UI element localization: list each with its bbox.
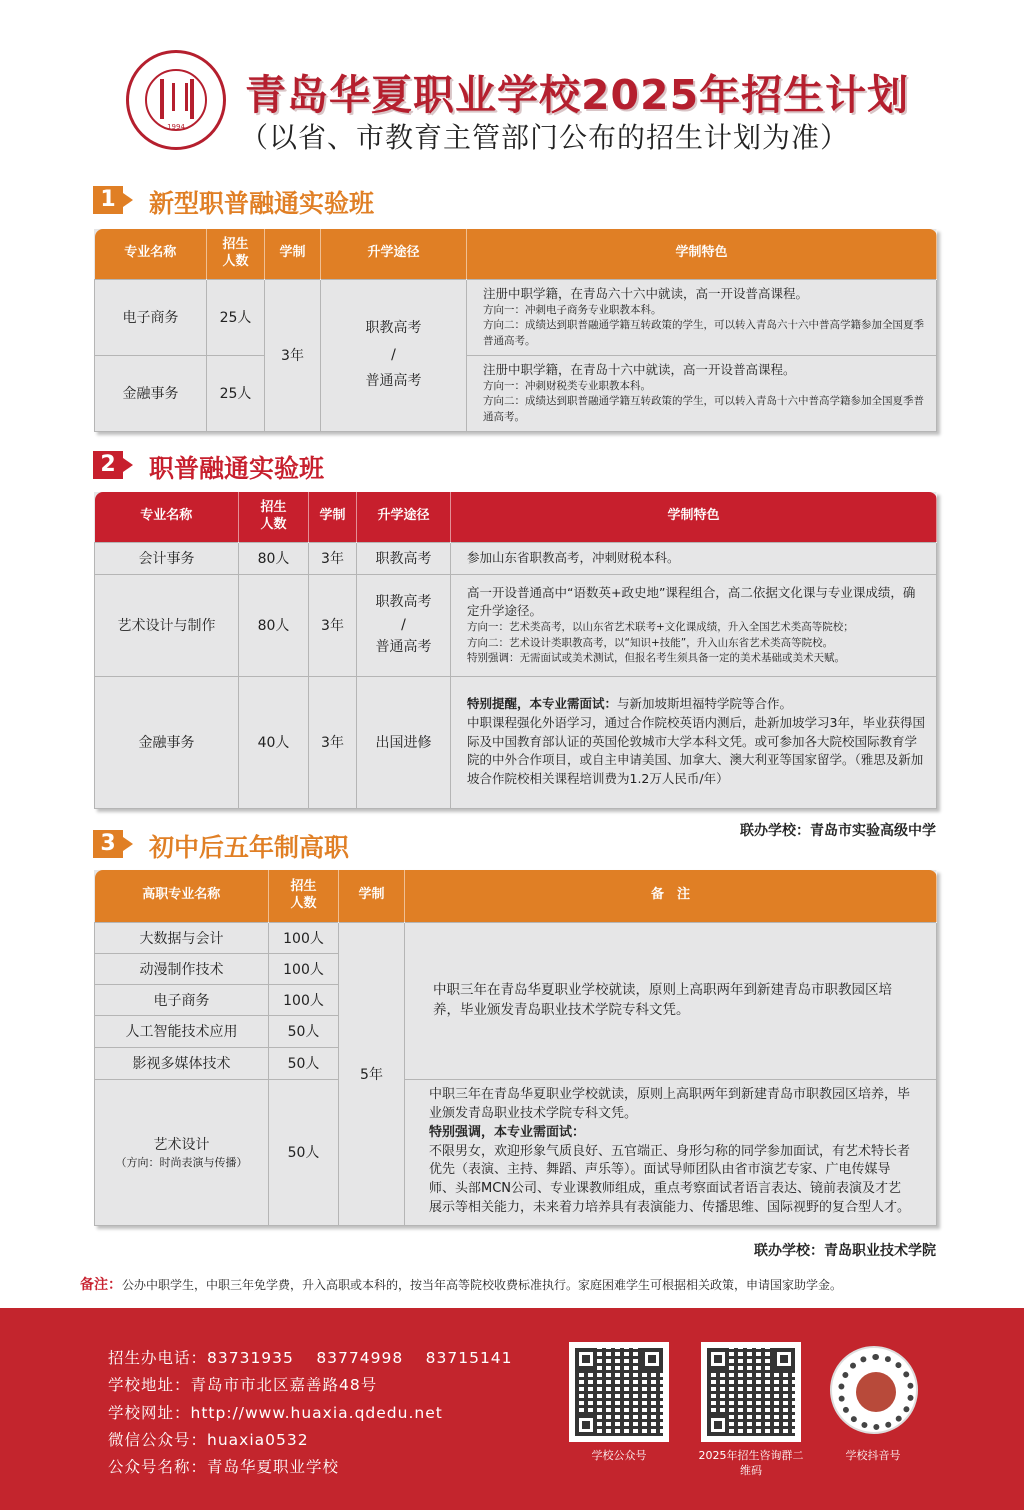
qr-caption: 学校抖音号: [845, 1449, 901, 1462]
qr-caption: 2025年招生咨询群二维码: [698, 1449, 804, 1478]
logo-year: 1994: [167, 123, 185, 131]
account-line: 公众号名称：青岛华夏职业学校: [108, 1458, 340, 1476]
table-row: [95, 574, 937, 676]
wechat-qr-code: [569, 1342, 669, 1442]
footer: [0, 1308, 1024, 1510]
remark-cell: [405, 1079, 937, 1225]
wechat-line: 微信公众号：huaxia0532: [108, 1431, 309, 1449]
remark-note: [80, 1274, 842, 1294]
table-section3: [94, 870, 937, 1226]
table-row: [95, 1079, 937, 1225]
feature-reminder: 特别提醒，本专业需面试：: [467, 696, 618, 712]
duration: 3年: [265, 279, 321, 431]
path-text: 出国进修: [357, 676, 451, 808]
remark-main: 中职三年在青岛华夏职业学校就读，原则上高职两年到新建青岛市职教园区培养，毕业颁发青岛职业技术学院专科文凭。: [429, 1087, 911, 1121]
remark-emphasis: 特别强调，本专业需面试：: [429, 1124, 586, 1140]
feature-direction: 方向一：冲刺财税类专业职教本科。: [483, 380, 651, 393]
feature-direction: 方向二：成绩达到职普融通学籍互转政策的学生，可以转入青岛十六中普高学籍参加全国夏季普通高考。: [483, 395, 924, 423]
table-row: [95, 542, 937, 574]
section-number: 1: [93, 186, 123, 214]
col-header: 学制: [309, 492, 357, 542]
feature-cell: [467, 355, 937, 431]
major-name: 动漫制作技术: [95, 953, 269, 984]
enroll-count: 50人: [269, 1079, 339, 1225]
feature-direction: 方向二：成绩达到职普融通学籍互转政策的学生，可以转入青岛六十六中普高学籍参加全国夏季普通高考。: [483, 319, 924, 347]
path-cell: [357, 574, 451, 676]
table-row: [95, 279, 937, 355]
table-section1: [94, 229, 937, 432]
path-text: 职教高考: [365, 320, 422, 337]
path-cell: [321, 279, 467, 431]
major-name: 影视多媒体技术: [95, 1047, 269, 1079]
major-name: 金融事务: [95, 676, 239, 808]
major-name: 会计事务: [95, 542, 239, 574]
enroll-count: 100人: [269, 922, 339, 953]
remark-text: 公办中职学生，中职三年免学费，升入高职或本科的，按当年高等院校收费标准执行。家庭困难学生可根据相关政策，申请国家助学金。: [122, 1278, 843, 1292]
major-name: 电子商务: [95, 279, 207, 355]
enroll-count: 25人: [207, 279, 265, 355]
feature-main: 注册中职学籍，在青岛六十六中就读，高一开设普高课程。: [483, 286, 809, 302]
feature-main: 注册中职学籍，在青岛十六中就读，高一开设普高课程。: [483, 362, 796, 378]
coschool-label: 联办学校：青岛职业技术学院: [754, 1243, 936, 1259]
duration: 5年: [339, 922, 405, 1225]
remark-label: 备注：: [80, 1277, 122, 1293]
enroll-count: 50人: [269, 1015, 339, 1047]
school-logo: [126, 50, 226, 150]
col-header: 招生人数: [207, 229, 265, 279]
feature-direction: 方向一：艺术类高考，以山东省艺术联考+文化课成绩，升入全国艺术类高等院校；: [467, 621, 854, 634]
path-text: 普通高考: [365, 373, 422, 390]
address-line: 学校地址：青岛市市北区嘉善路48号: [108, 1376, 378, 1394]
major-name: 大数据与会计: [95, 922, 269, 953]
major-direction: （方向：时尚表演与传播）: [115, 1156, 248, 1169]
enroll-count: 80人: [239, 542, 309, 574]
section-title: 职普融通实验班: [149, 454, 325, 483]
col-header: 专业名称: [95, 229, 207, 279]
table-row: [95, 922, 937, 953]
enroll-count: 25人: [207, 355, 265, 431]
feature-cell: [451, 676, 937, 808]
enroll-count: 100人: [269, 953, 339, 984]
feature-cell: [467, 279, 937, 355]
path-text: 普通高考: [375, 639, 432, 656]
section-title: 初中后五年制高职: [149, 833, 350, 862]
col-header: 升学途径: [321, 229, 467, 279]
major-name: 电子商务: [95, 984, 269, 1015]
duration: 3年: [309, 574, 357, 676]
phone-line: 招生办电话：83731935 83774998 83715141: [108, 1349, 513, 1367]
remark-detail: 不限男女，欢迎形象气质良好、五官端正、身形匀称的同学参加面试，有艺术特长者优先（表演、主持、舞蹈、声乐等）。面试导师团队由省市演艺专家、广电传媒导师、头部MCN公司、专业课教师组成，重点考察面试者语言表达、镜前表演及才艺展示等相关能力，未来着力培养具有表演能力、传播思维、国际视野的复合型人才。: [429, 1143, 911, 1216]
table-row: [95, 355, 937, 431]
page-subtitle: （以省、市教育主管部门公布的招生计划为准）: [240, 121, 850, 154]
col-header: 学制: [265, 229, 321, 279]
qr-caption: 学校公众号: [591, 1449, 647, 1462]
col-header: 招生人数: [269, 870, 339, 922]
major-name: 人工智能技术应用: [95, 1015, 269, 1047]
table-section2: [94, 492, 937, 809]
feature-partner: 与新加坡斯坦福特学院等合作。: [617, 696, 793, 712]
duration: 3年: [309, 542, 357, 574]
section-title: 新型职普融通实验班: [149, 189, 375, 218]
coschool-label: 联办学校：青岛市实验高级中学: [740, 823, 936, 839]
duration: 3年: [309, 676, 357, 808]
col-header: 学制特色: [467, 229, 937, 279]
major-name: 艺术设计: [153, 1137, 210, 1153]
col-header: 高职专业名称: [95, 870, 269, 922]
enroll-count: 50人: [269, 1047, 339, 1079]
col-header: 升学途径: [357, 492, 451, 542]
douyin-qr-code: [830, 1346, 918, 1434]
col-header: 学制特色: [451, 492, 937, 542]
path-text: 职教高考: [375, 594, 432, 611]
feature-direction: 方向一：冲刺电子商务专业职教本科。: [483, 304, 662, 317]
header: [0, 40, 1024, 160]
group-qr-code: [701, 1342, 801, 1442]
section-number: 2: [93, 451, 123, 479]
website-line: 学校网址：http://www.huaxia.qdedu.net: [108, 1404, 443, 1422]
col-header: 备 注: [405, 870, 937, 922]
feature-main: 中职课程强化外语学习，通过合作院校英语内测后，赴新加坡学习3年，毕业获得国际及中国教育部认证的英国伦敦城市大学本科文凭。或可参加各大院校国际教育学院的中外合作项目，或自主申请美国、加拿大、澳大利亚等国家留学。（雅思及新加坡合作院校相关课程培训费为1.2万人民币/年）: [467, 714, 925, 787]
col-header: 学制: [339, 870, 405, 922]
feature-main: 高一开设普通高中“语数英+政史地”课程组合，高二依据文化课与专业课成绩，确定升学途径。: [467, 585, 916, 619]
path-sep: /: [401, 616, 406, 633]
table-row: [95, 676, 937, 808]
col-header: 专业名称: [95, 492, 239, 542]
enroll-count: 80人: [239, 574, 309, 676]
path-sep: /: [391, 346, 396, 363]
feature-direction: 方向二：艺术设计类职教高考，以“知识+技能”，升入山东省艺术类高等院校。: [467, 636, 834, 649]
path-text: 职教高考: [357, 542, 451, 574]
col-header: 招生人数: [239, 492, 309, 542]
major-name: 艺术设计与制作: [95, 574, 239, 676]
feature-emphasis: 特别强调：无需面试或美术测试，但报名考生须具备一定的美术基础或美术天赋。: [467, 651, 845, 664]
enroll-count: 100人: [269, 984, 339, 1015]
enroll-count: 40人: [239, 676, 309, 808]
remark-cell: 中职三年在青岛华夏职业学校就读，原则上高职两年到新建青岛市职教园区培养，毕业颁发青岛职业技术学院专科文凭。: [405, 922, 937, 1079]
section-number: 3: [93, 830, 123, 858]
page-title: 青岛华夏职业学校2025年招生计划: [245, 71, 910, 119]
feature-cell: [451, 574, 937, 676]
major-name: 金融事务: [95, 355, 207, 431]
feature-cell: 参加山东省职教高考，冲刺财税本科。: [451, 542, 937, 574]
major-name-cell: [95, 1079, 269, 1225]
